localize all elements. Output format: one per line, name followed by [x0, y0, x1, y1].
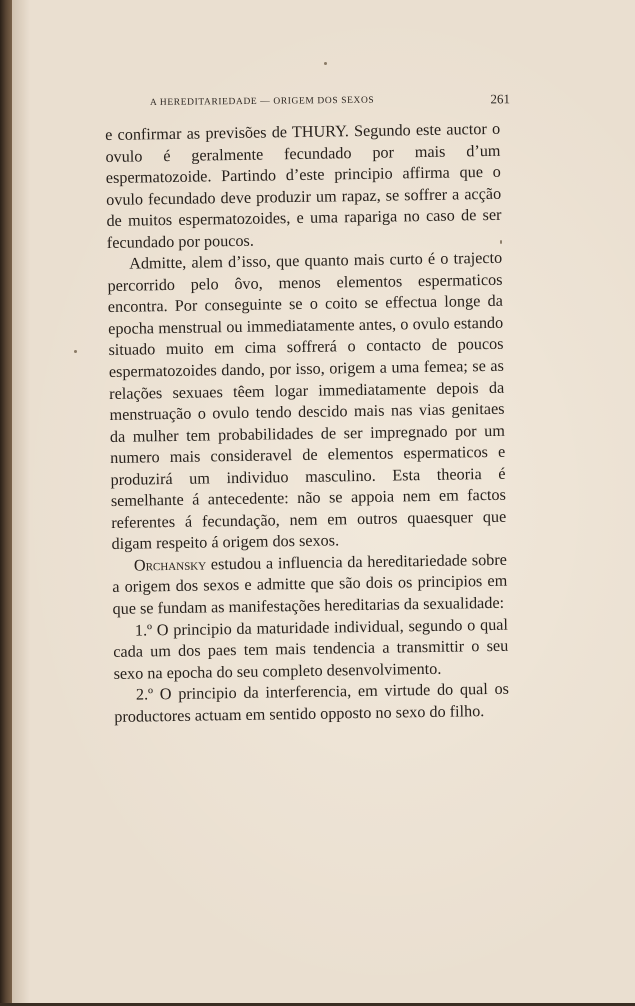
- author-name: Orchansky: [133, 555, 207, 575]
- paragraph-3-text: estudou a influencia da hereditariedade sobre a origem dos sexos e admitte que são dois os principios em que se fundam as manifestações hereditarias da sexualidade:: [112, 550, 508, 618]
- paragraph-2: Admitte, alem d’isso, que quanto mais curto é o trajecto percorrido pelo ôvo, menos elementos espermaticos encontra. Por conseguinte se o coito se effectua longe da epocha menstrual ou immediatamente antes, o ovulo estando situado muito em cima soffrerá o contacto de poucos espermatozoides dando, por isso, origem a uma femea; se as relações sexuaes têem logar immediatamente depois da menstruação o ovulo tendo descido mais nas vias genitaes da mulher tem probabilidades de ser impregnado por um numero mais consideravel de elementos espermaticos e produzirá um individuo masculino. Esta theoria é semelhante á antecedente: não se appoia nem em factos referentes á fecundação, nem em outros quaesquer que digam respeito á origem dos sexos.: [107, 249, 507, 554]
- paragraph-1: e confirmar as previsões de THURY. Segundo este auctor o ovulo é geralmente fecundado por mais d’um espermatozoide. Partindo d’este principio affirma que o ovulo fecundado deve produzir um rapaz, se soffrer a acção de muitos espermatozoides, e uma rapariga no caso de ser fecundado por poucos.: [105, 119, 502, 252]
- paper-speck: [324, 62, 327, 65]
- page-header: [150, 91, 510, 113]
- paragraph-4: 1.º O principio da maturidade individual, segundo o qual cada um dos paes tem mais tendencia a transmittir o seu sexo na epocha do seu completo desenvolvimento.: [113, 615, 509, 683]
- page-number: 261: [490, 91, 511, 107]
- running-head: A HEREDITARIEDADE — ORIGEM DOS SEXOS: [149, 95, 375, 108]
- paragraph-3: [112, 550, 508, 621]
- paper-speck: [74, 350, 77, 353]
- book-spine-edge: [0, 0, 12, 1006]
- paragraph-5: 2.º O principio da interferencia, em virtude do qual os productores actuam em sentido opposto no sexo do filho.: [114, 679, 510, 726]
- body-text: [105, 119, 509, 728]
